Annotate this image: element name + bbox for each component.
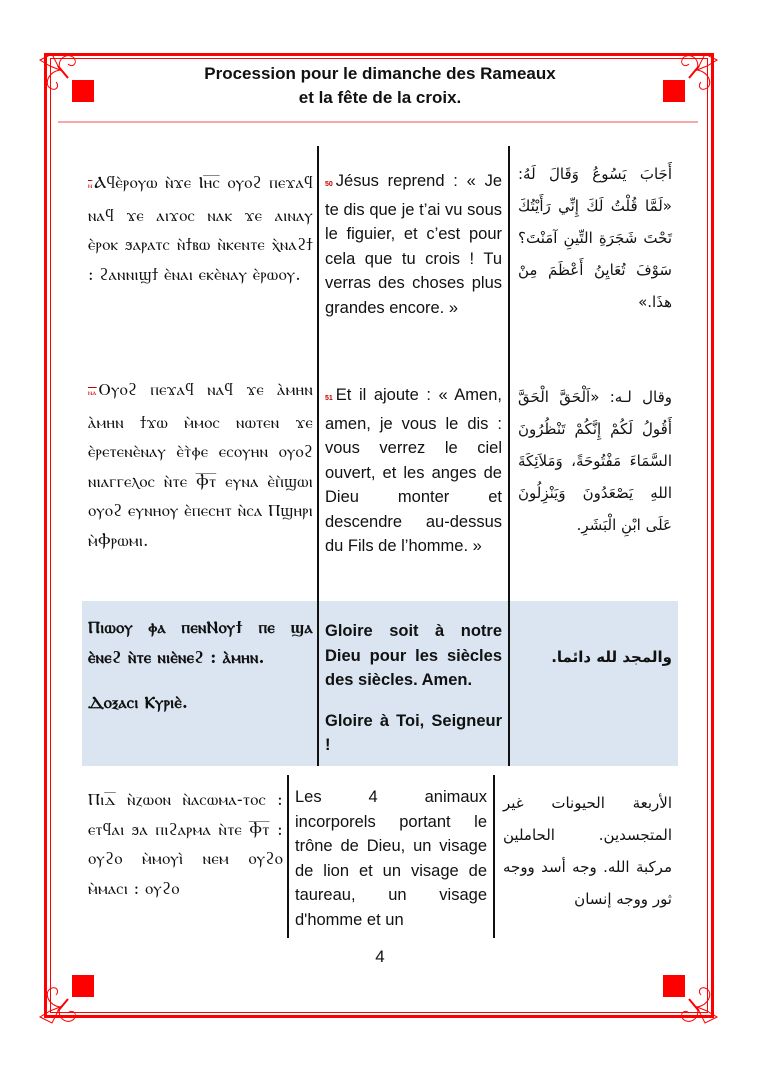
arabic-doxology: والمجد لله دائما. xyxy=(551,648,672,666)
coptic-verse-marker: ⲛ xyxy=(88,181,93,190)
french-text: Les 4 animaux incorporels portant le trône de Dieu, un visage de lion et un visage de taureau, un visage d'homme et un xyxy=(295,788,487,929)
coptic-column xyxy=(82,361,317,601)
french-verse-number: 50 xyxy=(325,181,333,188)
coptic-column xyxy=(82,775,287,938)
french-verse-number: 51 xyxy=(325,395,333,402)
arabic-text: وقال لـه: «اَلْحَقَّ الْحَقَّ أَقُولُ لَكُمْ إِنَّكُمْ تَنْظُرُونَ السَّمَاءَ مَفْتُوحَةً، وَمَلاَئِكَةَ اللهِ يَصْعَدُونَ وَيَنْزِلُونَ عَلَى ابْنِ الْبَشَرِ. xyxy=(518,388,672,534)
french-doxology: Gloire soit à notre Dieu pour les siècles des siècles. Amen. xyxy=(325,622,502,689)
arabic-column xyxy=(510,361,678,601)
verse-row-51 xyxy=(82,361,678,601)
french-column xyxy=(317,146,510,361)
french-text: Jésus reprend : « Je te dis que je t’ai vu sous le figuier, et c’est pour cela que tu crois ! Tu verras des choses plus grandes encore. » xyxy=(325,172,502,317)
fleur-de-lis-corner-ornament-bottom-left xyxy=(30,957,110,1037)
french-column xyxy=(287,775,495,938)
coptic-text: Ⲡⲓⲇ̅ ⲛ̀ⲍⲱⲟⲛ ⲛ̀ⲁⲥⲱⲙⲁ-ⲧⲟⲥ : ⲉⲧϥⲁⲓ ϧⲁ ⲡⲓϩⲁⲣⲙⲁ ⲛ̀ⲧⲉ Ⲫ︦ⲧ︦ : ⲟⲩϩⲟ ⲙ̀ⲙⲟⲩⲓ̀ ⲛⲉⲙ ⲟⲩϩⲟ ⲙ̀ⲙⲁⲥⲓ : ⲟⲩϩⲟ xyxy=(88,790,283,898)
coptic-column xyxy=(82,146,317,361)
title-divider xyxy=(58,121,698,123)
arabic-column xyxy=(495,775,678,938)
arabic-column xyxy=(510,601,678,766)
coptic-verse-marker: ⲛⲁ xyxy=(88,388,97,397)
arabic-column xyxy=(510,146,678,361)
page-number: 4 xyxy=(375,947,385,966)
verse-row-50 xyxy=(82,146,678,361)
arabic-text: أَجَابَ يَسُوعُ وَقَالَ لَهُ: «لَمَّا قُلْتُ لَكَ إِنِّي رَأَيْتُكَ تَحْتَ شَجَرَةِ التِّينِ آمَنْتَ؟ سَوْفَ تُعَايِنُ أَعْظَمَ مِنْ هذَا.» xyxy=(518,165,672,311)
coptic-text: Ⲁϥⲉ̀ⲣⲟⲩⲱ ⲛ̀ϫⲉ Ⲓⲏ̅ⲥ̅ ⲟⲩⲟϩ ⲡⲉϫⲁϥ ⲛⲁϥ ϫⲉ ⲁⲓϫⲟⲥ ⲛⲁⲕ ϫⲉ ⲁⲓⲛⲁⲩ ⲉ̀ⲣⲟⲕ ϧⲁⲣⲁⲧⲥ ⲛ̀ϯⲃⲱ ⲛ̀ⲕⲉⲛⲧⲉ ⲭ̀ⲛⲁϩϯ : ϩⲁⲛⲛⲓϣϯ ⲉ̀ⲛⲁⲓ ⲉⲕⲉ̀ⲛⲁⲩ ⲉ̀ⲣⲱⲟⲩ. xyxy=(88,173,313,284)
coptic-text: Ⲟⲩⲟϩ ⲡⲉϫⲁϥ ⲛⲁϥ ϫⲉ ⲁ̀ⲙⲏⲛ ⲁ̀ⲙⲏⲛ ϯϫⲱ ⲙ̀ⲙⲟⲥ ⲛⲱⲧⲉⲛ ϫⲉ ⲉ̀ⲣⲉⲧⲉⲛⲉ̀ⲛⲁⲩ ⲉ̀ⲧ̀ⲫⲉ ⲉⲥⲟⲩⲏⲛ ⲟⲩⲟϩ ⲛⲓⲁⲅⲅⲉⲗⲟⲥ ⲛ̀ⲧⲉ Ⲫ︦ⲧ︦ ⲉⲩⲛⲁ ⲉ̀ⲡ̀ϣⲱⲓ ⲟⲩⲟϩ ⲉⲩⲛⲏⲟⲩ ⲉ̀ⲡⲉⲥⲏⲧ ⲛ̀ⲥⲁ Ⲡϣⲏⲣⲓ ⲙ̀Ⲫⲣⲱⲙⲓ. xyxy=(88,380,313,550)
french-glory-to-you: Gloire à Toi, Seigneur ! xyxy=(325,711,502,754)
french-column xyxy=(317,601,510,766)
coptic-column xyxy=(82,601,317,766)
page-title-line-2: et la fête de la croix. xyxy=(298,88,462,107)
page-title-line-1: Procession pour le dimanche des Rameaux xyxy=(204,64,556,83)
french-column xyxy=(317,361,510,601)
fleur-de-lis-corner-ornament-bottom-right xyxy=(647,957,727,1037)
coptic-doxology: Ⲡⲓⲱⲟⲩ ⲫⲁ ⲡⲉⲛⲚⲟⲩϯ ⲡⲉ ϣⲁ ⲉ̀ⲛⲉϩ ⲛ̀ⲧⲉ ⲛⲓⲉ̀ⲛⲉϩ : ⲁ̀ⲙⲏⲛ. xyxy=(88,618,313,667)
page-title xyxy=(60,62,700,110)
coptic-doxa-si-kyrie: Ⲇⲟⲝⲁⲥⲓ Ⲕⲩⲣⲓⲉ̀. xyxy=(88,693,189,712)
four-living-creatures-row xyxy=(82,775,678,938)
french-text: Et il ajoute : « Amen, amen, je vous le dis : vous verrez le ciel ouvert, et les anges de Dieu monter et descendre au-dessus du Fils de l’homme. » xyxy=(325,386,502,555)
arabic-text: الأربعة الحيونات غير المتجسدين. الحاملين مركبة الله. وجه أسد ووجه ثور ووجه إنسان xyxy=(503,794,672,908)
doxology-row xyxy=(82,601,678,766)
